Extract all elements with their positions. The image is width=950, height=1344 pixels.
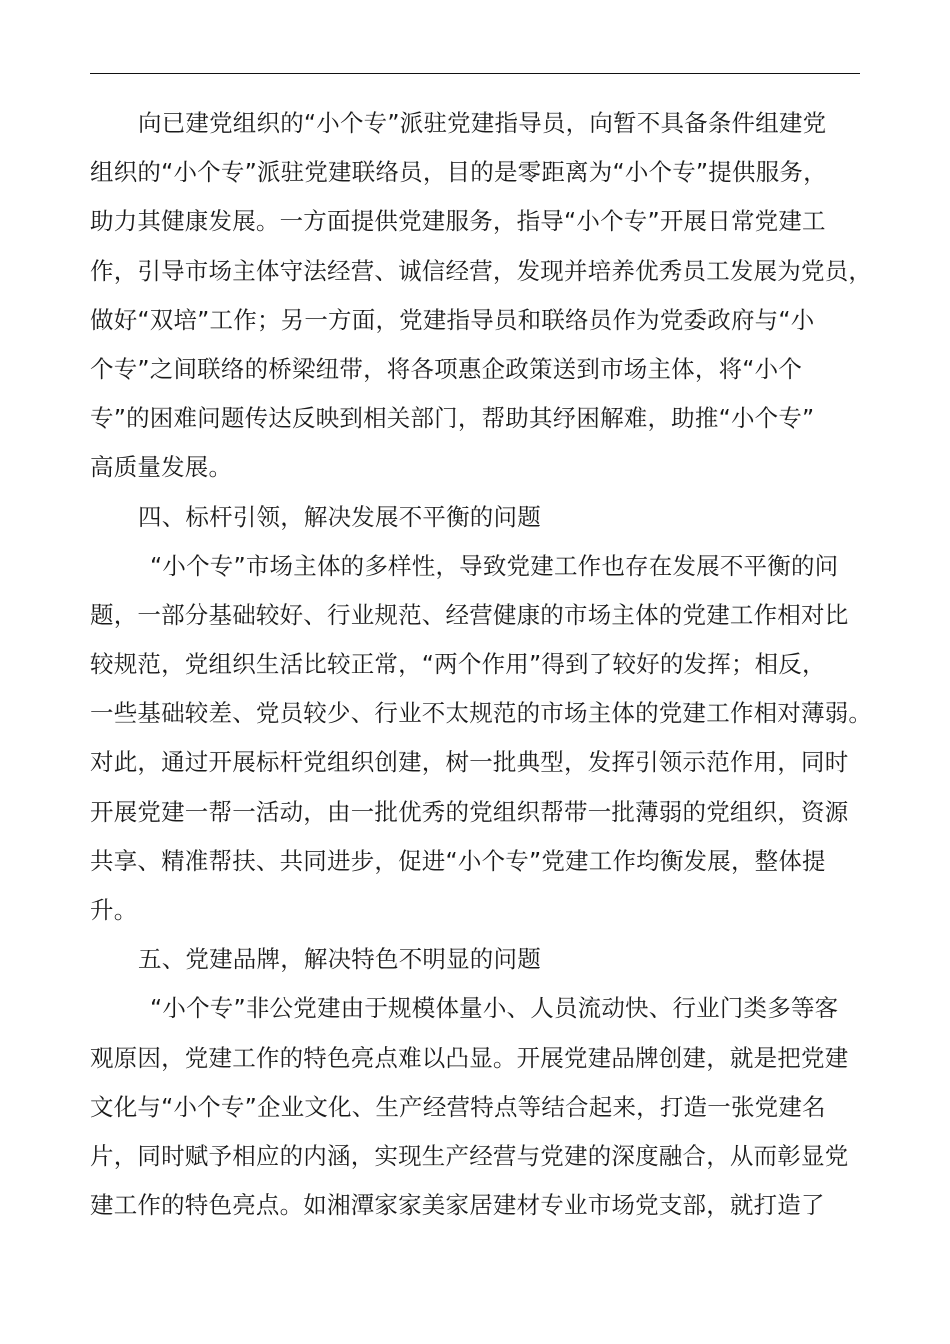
paragraph-line: 题，一部分基础较好、行业规范、经营健康的市场主体的党建工作相对比: [90, 600, 849, 629]
paragraph-line: 文化与“小个专”企业文化、生产经营特点等结合起来，打造一张党建名: [90, 1092, 826, 1121]
paragraph-line: 片，同时赋予相应的内涵，实现生产经营与党建的深度融合，从而彰显党: [90, 1141, 849, 1170]
paragraph-line: “小个专”非公党建由于规模体量小、人员流动快、行业门类多等客: [150, 994, 839, 1023]
document-body: [90, 99, 873, 1230]
paragraph-line: 较规范，党组织生活比较正常，“两个作用”得到了较好的发挥；相反，: [90, 650, 826, 679]
paragraph-line: 建工作的特色亮点。如湘潭家家美家居建材专业市场党支部，就打造了: [90, 1191, 825, 1220]
paragraph-line: 向已建党组织的“小个专”派驻党建指导员，向暂不具备条件组建党: [138, 109, 827, 137]
paragraph-line: 助力其健康发展。一方面提供党建服务，指导“小个专”开展日常党建工: [90, 207, 826, 236]
header-rule: [90, 73, 860, 74]
paragraph-line: 观原因，党建工作的特色亮点难以凸显。开展党建品牌创建，就是把党建: [90, 1043, 849, 1072]
paragraph-line: “小个专”市场主体的多样性，导致党建工作也存在发展不平衡的问: [150, 551, 839, 580]
paragraph-line: 开展党建一帮一活动，由一批优秀的党组织帮带一批薄弱的党组织，资源: [90, 797, 849, 826]
section-heading: 五、党建品牌，解决特色不明显的问题: [138, 945, 541, 974]
paragraph-line: 共享、精准帮扶、共同进步，促进“小个专”党建工作均衡发展，整体提: [90, 846, 826, 875]
paragraph-line: 作，引导市场主体守法经营、诚信经营，发现并培养优秀员工发展为党员，: [90, 256, 873, 285]
section-heading: 四、标杆引领，解决发展不平衡的问题: [138, 502, 541, 531]
paragraph-line: 对此，通过开展标杆党组织创建，树一批典型，发挥引领示范作用，同时: [90, 748, 849, 777]
paragraph-line: 做好“双培”工作；另一方面，党建指导员和联络员作为党委政府与“小: [90, 305, 815, 334]
paragraph-line: 专”的困难问题传达反映到相关部门，帮助其纾困解难，助推“小个专”: [90, 404, 815, 433]
paragraph-line: 一些基础较差、党员较少、行业不太规范的市场主体的党建工作相对薄弱。: [90, 699, 873, 728]
paragraph-line: 组织的“小个专”派驻党建联络员，目的是零距离为“小个专”提供服务，: [90, 158, 827, 187]
paragraph-line: 升。: [90, 896, 138, 924]
paragraph-line: 高质量发展。: [90, 453, 233, 482]
paragraph-line: 个专”之间联络的桥梁纽带，将各项惠企政策送到市场主体，将“小个: [90, 354, 803, 383]
